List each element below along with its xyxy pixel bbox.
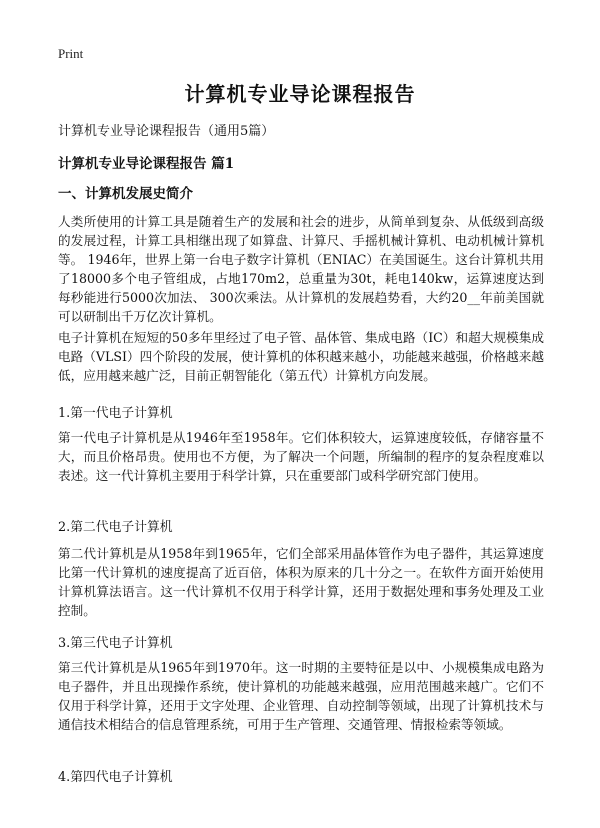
heading-generation-3: 3.第三代电子计算机 [58, 636, 173, 651]
heading-generation-1: 1.第一代电子计算机 [58, 406, 173, 421]
paragraph-history-intro: 人类所使用的计算工具是随着生产的发展和社会的进步，从简单到复杂、从低级到高级的发展过程，计算工具相继出现了如算盘、计算尺、手摇机械计算机、电动机械计算机等。 1946年，世界上第一台电子数字计算机（ENIAC）在美国诞生。这台计算机共用了18000多个电子管组成，占地170m2，总重量为30t，耗电140kw，运算速度达到每秒能进行5000次加法、 300次乘法。从计算机的发展趋势看，大约20__年前美国就可以研制出千万亿次计算机。 [58, 214, 544, 324]
heading-generation-2: 2.第二代电子计算机 [58, 520, 173, 535]
document-title: 计算机专业导论课程报告 [184, 82, 416, 106]
heading-generation-4: 4.第四代电子计算机 [58, 770, 173, 785]
document-subtitle: 计算机专业导论课程报告（通用5篇） [58, 124, 275, 139]
section-title: 计算机专业导论课程报告 篇1 [58, 156, 235, 172]
paragraph-generation-2: 第二代计算机是从1958年到1965年，它们全部采用晶体管作为电子器件，其运算速度比第一代计算机的速度提高了近百倍，体积为原来的几十分之一。在软件方面开始使用计算机算法语言。这一代计算机不仅用于科学计算，还用于数据处理和事务处理及工业控制。 [58, 546, 544, 618]
print-link[interactable]: Print [58, 46, 84, 61]
paragraph-generation-1: 第一代电子计算机是从1946年至1958年。它们体积较大，运算速度较低，存储容量不大，而且价格昂贵。使用也不方便，为了解决一个问题，所编制的程序的复杂程度难以表述。这一代计算机主要用于科学计算，只在重要部门或科学研究部门使用。 [58, 430, 544, 483]
paragraph-generation-3: 第三代计算机是从1965年到1970年。这一时期的主要特征是以中、小规模集成电路为电子器件，并且出现操作系统，使计算机的功能越来越强，应用范围越来越广。它们不仅用于科学计算，还用于文字处理、企业管理、自动控制等领域，出现了计算机技术与通信技术相结合的信息管理系统，可用于生产管理、交通管理、情报检索等领域。 [58, 660, 544, 732]
paragraph-generations-overview: 电子计算机在短短的50多年里经过了电子管、晶体管、集成电路（IC）和超大规模集成电路（VLSI）四个阶段的发展，使计算机的体积越来越小，功能越来越强，价格越来越低，应用越来越广泛，目前正朝智能化（第五代）计算机方向发展。 [58, 330, 544, 383]
heading-history: 一、计算机发展史简介 [58, 186, 193, 202]
